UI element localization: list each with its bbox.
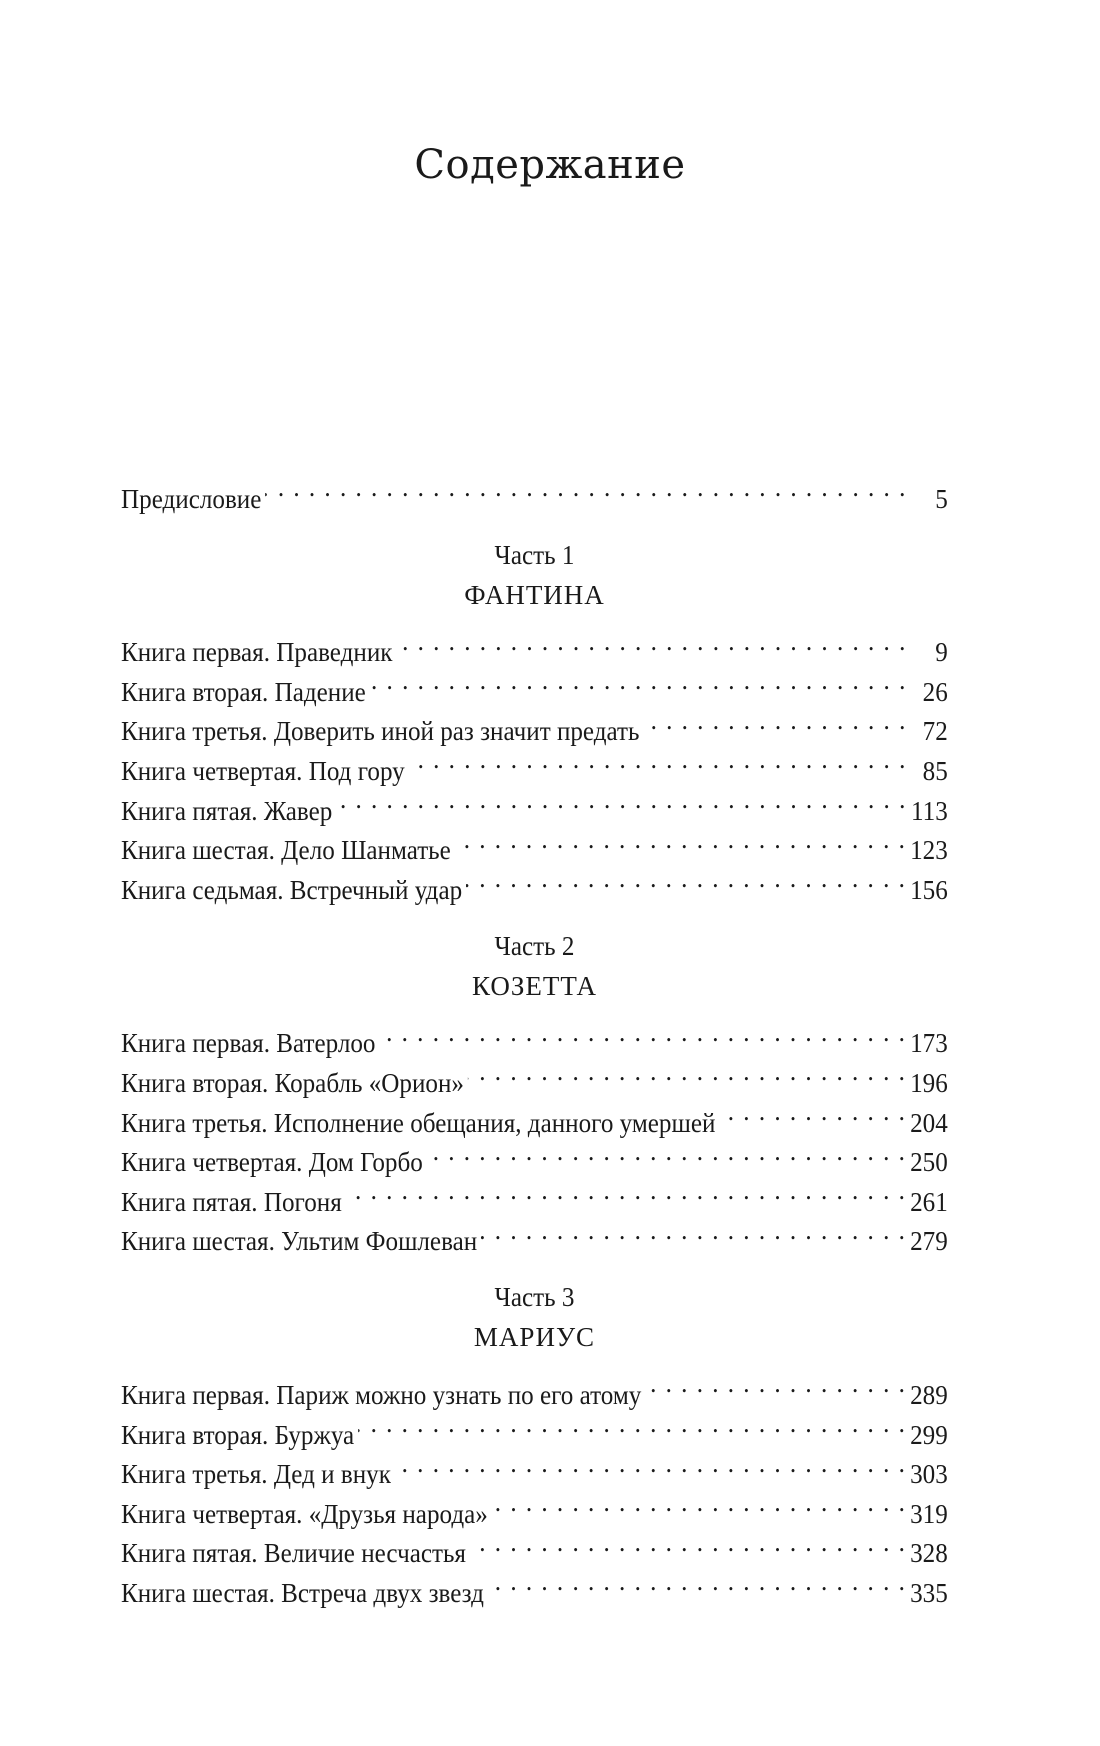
toc-entry-label: Книга пятая. Погоня (121, 1186, 342, 1217)
dot-leader (488, 1562, 907, 1602)
part-number: Часть 1 (494, 539, 575, 570)
toc-entry[interactable] (121, 1171, 948, 1217)
toc-entry[interactable] (121, 1013, 948, 1059)
toc-entry-label: Книга пятая. Величие несчастья (121, 1538, 466, 1569)
toc-entry[interactable] (121, 1364, 948, 1410)
toc-entry-label: Книга шестая. Дело Шанматье (121, 835, 451, 866)
toc-entry-preface[interactable] (121, 468, 948, 514)
toc-entry[interactable] (121, 1132, 948, 1178)
toc-page-number: 328 (910, 1538, 948, 1569)
table-of-contents (121, 468, 948, 1608)
part-heading (121, 536, 948, 616)
toc-entry-label: Книга первая. Ватерлоо (121, 1028, 376, 1059)
toc-page-number: 289 (910, 1379, 948, 1410)
toc-entry[interactable] (121, 1211, 948, 1257)
part-number: Часть 3 (494, 1282, 575, 1313)
toc-entry-label: Книга третья. Доверить иной раз значит предать (121, 716, 640, 747)
toc-entry-label: Книга вторая. Корабль «Орион» (121, 1067, 464, 1098)
toc-entry[interactable] (121, 1092, 948, 1138)
toc-entry-label: Книга шестая. Ультим Фошлеван (121, 1226, 478, 1257)
toc-page-number: 9 (935, 637, 948, 668)
toc-entry[interactable] (121, 1052, 948, 1098)
toc-page-number: 261 (910, 1186, 948, 1217)
toc-entry[interactable] (121, 1404, 948, 1450)
toc-entry[interactable] (121, 1483, 948, 1529)
toc-page-number: 204 (910, 1107, 948, 1138)
toc-entry[interactable] (121, 701, 948, 747)
toc-page-number: 26 (922, 676, 948, 707)
dot-leader (470, 1523, 907, 1563)
toc-entry[interactable] (121, 780, 948, 826)
toc-entry-label: Книга седьмая. Встречный удар (121, 874, 463, 905)
toc-page-number: 173 (910, 1028, 948, 1059)
toc-entry-label: Книга первая. Париж можно узнать по его атому (121, 1379, 642, 1410)
dot-leader (643, 701, 907, 741)
toc-page-number: 319 (910, 1498, 948, 1529)
toc-entry[interactable] (121, 1523, 948, 1569)
toc-page-number: 5 (935, 483, 948, 514)
toc-entry-label: Книга первая. Праведник (121, 637, 393, 668)
dot-leader (265, 468, 907, 508)
dot-leader (719, 1092, 906, 1132)
dot-leader (370, 661, 907, 701)
toc-page-number: 156 (910, 874, 948, 905)
dot-leader (645, 1364, 906, 1404)
part-number: Часть 2 (494, 930, 575, 961)
dot-leader (466, 859, 907, 899)
toc-entry-label: Книга вторая. Падение (121, 676, 366, 707)
page-title: Содержание (414, 142, 686, 188)
toc-entry[interactable] (121, 622, 948, 668)
part-heading (121, 927, 948, 1007)
part-name: МАРИУС (473, 1322, 596, 1353)
dot-leader (454, 820, 906, 860)
toc-entry-label: Книга шестая. Встреча двух звезд (121, 1577, 484, 1608)
toc-entry-label: Книга четвертая. Дом Горбо (121, 1147, 423, 1178)
toc-entry-label: Книга вторая. Буржуа (121, 1419, 355, 1450)
dot-leader (427, 1132, 907, 1172)
toc-entry-label: Предисловие (121, 483, 262, 514)
toc-page-number: 196 (910, 1067, 948, 1098)
dot-leader (379, 1013, 906, 1053)
toc-page-number: 123 (910, 835, 948, 866)
toc-page-number: 299 (910, 1419, 948, 1450)
toc-page-number: 113 (911, 795, 948, 826)
toc-page-number: 85 (922, 755, 948, 786)
part-name: ФАНТИНА (464, 579, 605, 610)
dot-leader (492, 1483, 907, 1523)
toc-entry[interactable] (121, 740, 948, 786)
dot-leader (395, 1444, 907, 1484)
part-heading (121, 1278, 948, 1358)
dot-leader (468, 1052, 907, 1092)
dot-leader (481, 1211, 906, 1251)
dot-leader (358, 1404, 906, 1444)
toc-page-number: 279 (910, 1226, 948, 1257)
toc-entry-label: Книга четвертая. Под гору (121, 755, 405, 786)
dot-leader (396, 622, 907, 662)
part-name: КОЗЕТТА (472, 970, 597, 1001)
toc-entry-label: Книга третья. Дед и внук (121, 1459, 391, 1490)
toc-entry-label: Книга четвертая. «Друзья народа» (121, 1498, 488, 1529)
toc-entry[interactable] (121, 661, 948, 707)
dot-leader (345, 1171, 906, 1211)
dot-leader (408, 740, 906, 780)
dot-leader (336, 780, 907, 820)
toc-entry-label: Книга третья. Исполнение обещания, данного умершей (121, 1107, 716, 1138)
toc-page-number: 72 (922, 716, 948, 747)
toc-entry[interactable] (121, 1562, 948, 1608)
toc-entry[interactable] (121, 1444, 948, 1490)
toc-page-number: 250 (910, 1147, 948, 1178)
toc-entry[interactable] (121, 859, 948, 905)
toc-page-number: 303 (910, 1459, 948, 1490)
toc-page-number: 335 (910, 1577, 948, 1608)
toc-entry-label: Книга пятая. Жавер (121, 795, 333, 826)
toc-entry[interactable] (121, 820, 948, 866)
